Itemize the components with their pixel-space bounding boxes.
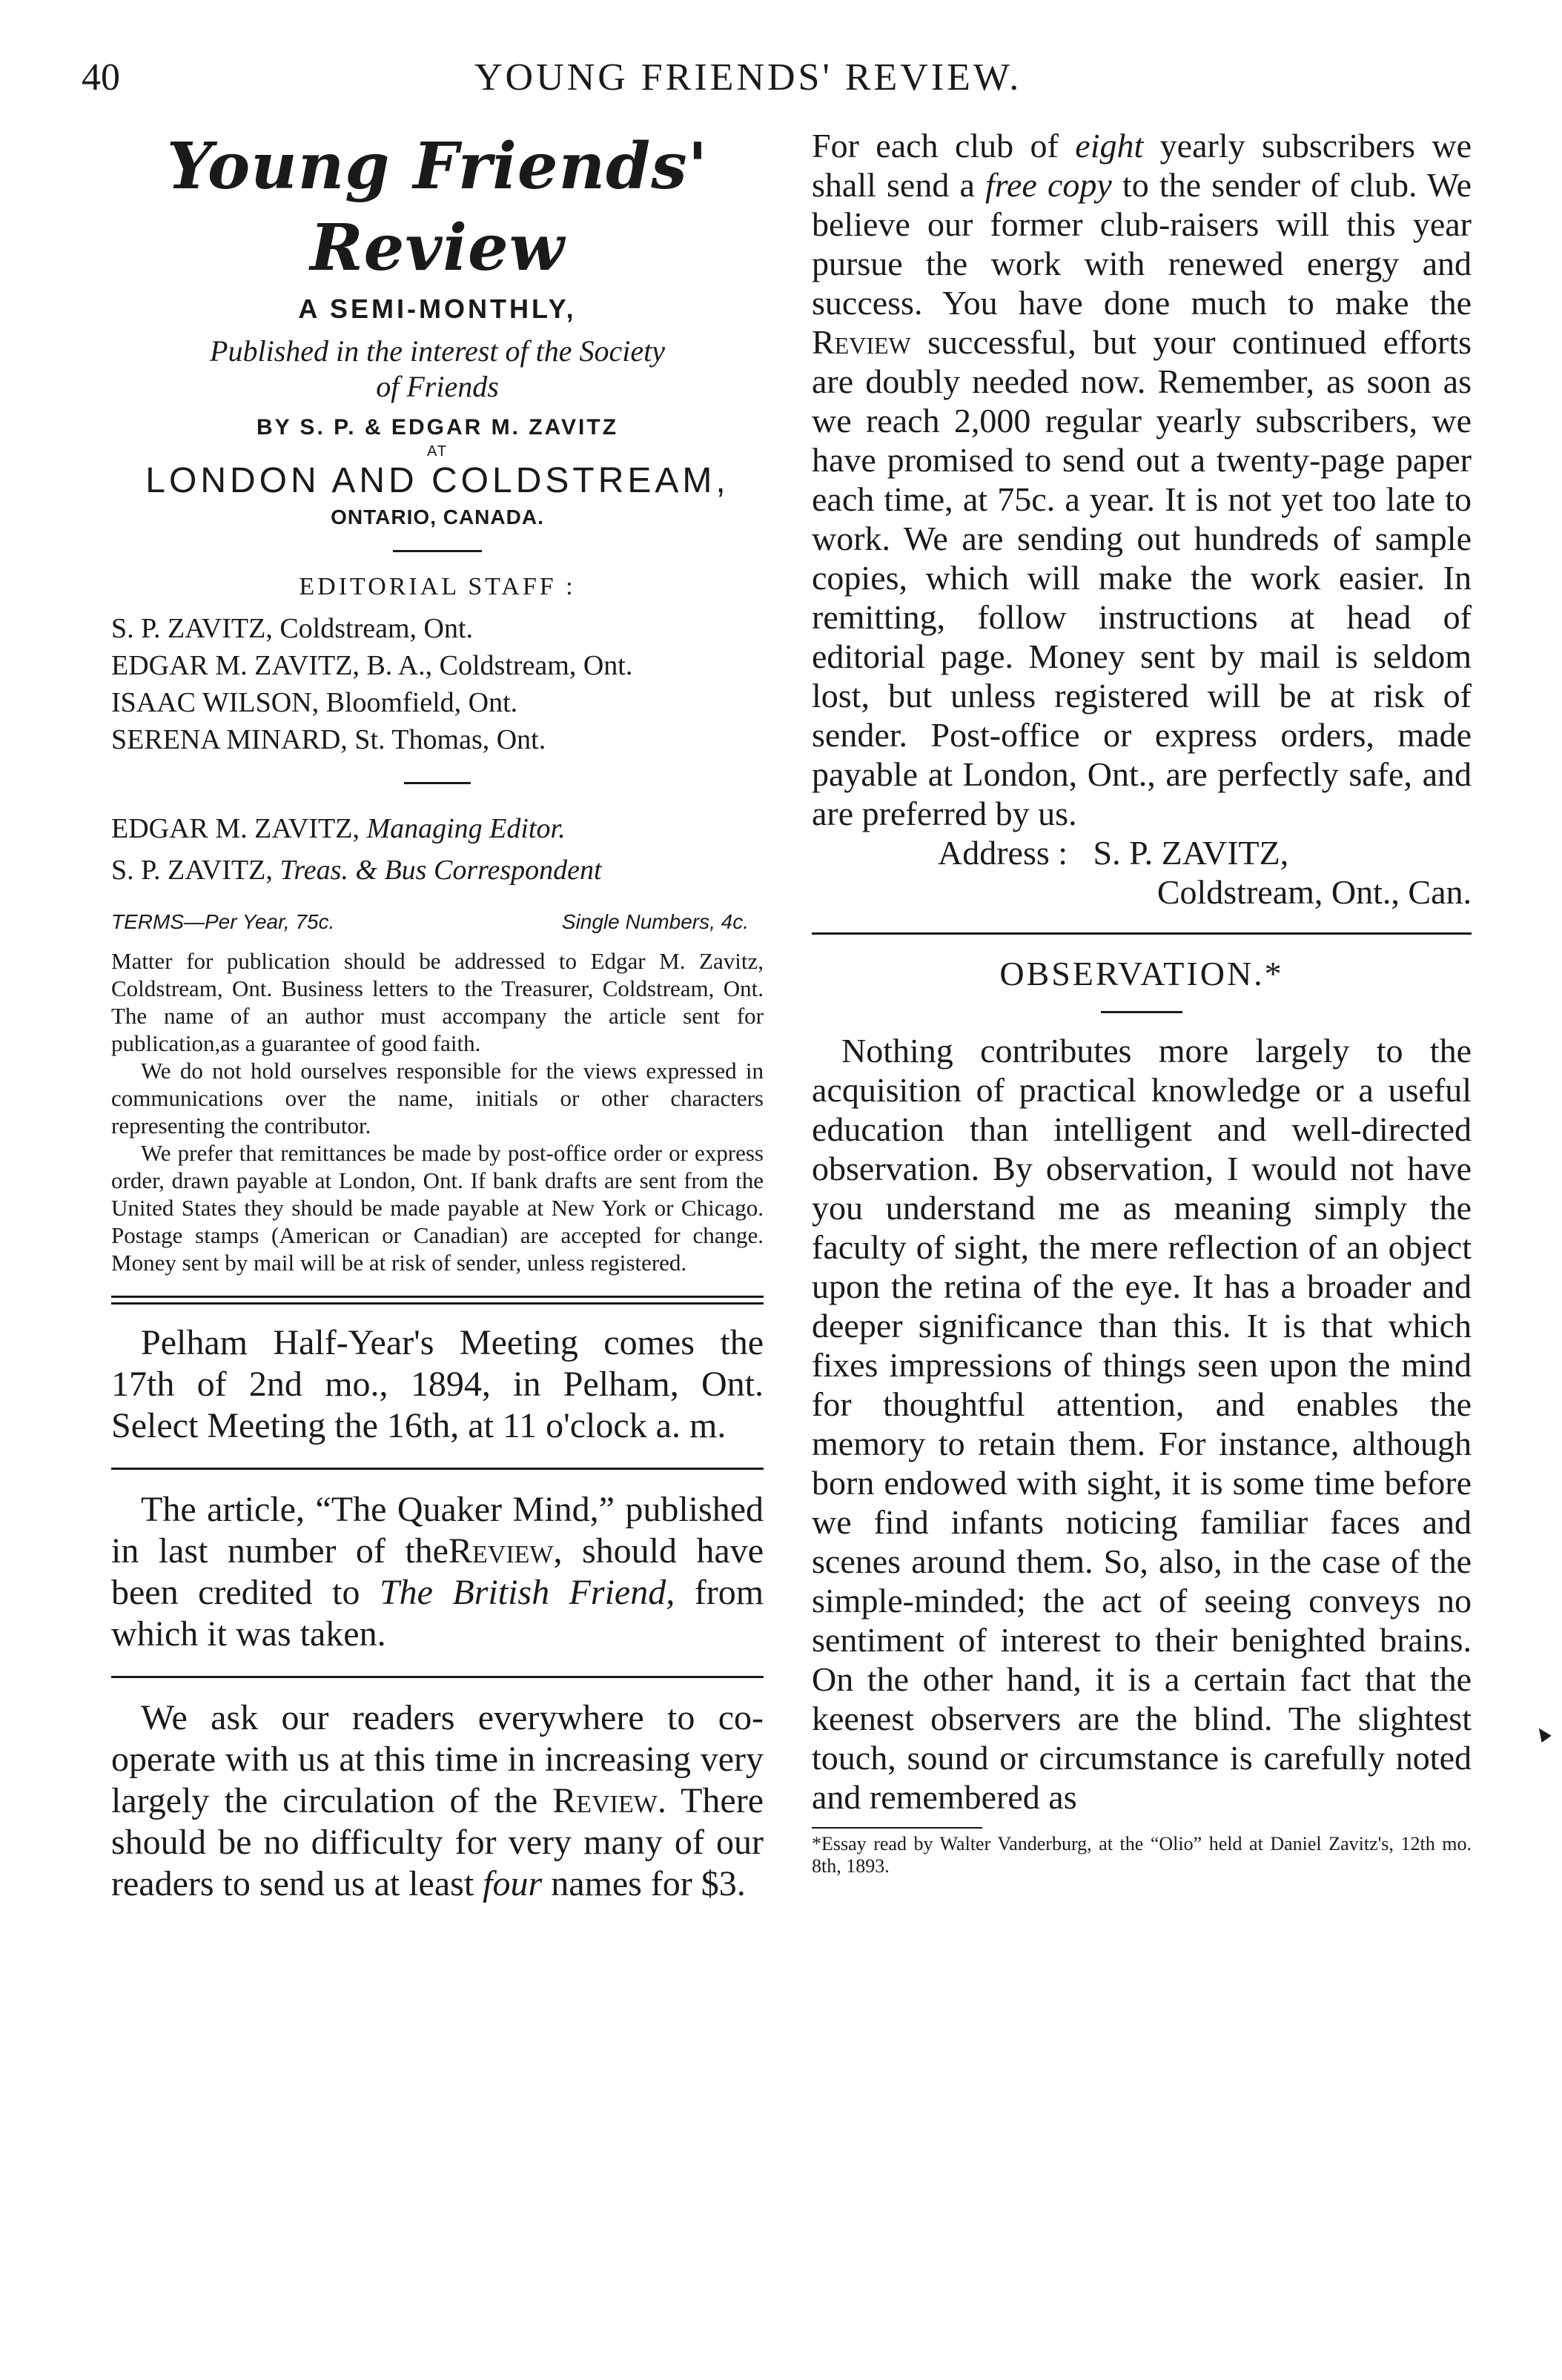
treasurer [111, 849, 764, 891]
article-title: OBSERVATION.* [999, 955, 1284, 992]
divider [393, 550, 482, 552]
pelham-notice [111, 1322, 764, 1447]
managing-name: EDGAR M. ZAVITZ, [111, 813, 360, 844]
club-text-d: successful, but your continued efforts are doubly needed now. Remember, as soon as we reach 2,000 regular yearly subscribers, we have promised to send out a twenty-page paper each time, at 75c. a year. It is not yet too late to work. We are sending out hundreds of sample copies, which will make the work easier. In remitting, follow instructions at head of editorial page. Money sent by mail is seldom lost, but unless registered will be at risk of sender. Post-office or express orders, made payable at London, Ont., are perfectly safe, and are preferred by us. [812, 323, 1472, 832]
club-free-copy: free copy [985, 166, 1112, 204]
club-text-a: For each club of [812, 127, 1059, 165]
divider [111, 1676, 764, 1678]
at-word: AT [426, 443, 449, 460]
club-text [812, 126, 1472, 833]
publishers: BY S. P. & EDGAR M. ZAVITZ [256, 415, 619, 440]
article-body [812, 1031, 1472, 1817]
published-line-1: Published in the interest of the Society [210, 334, 665, 368]
notice-paragraph: We prefer that remittances be made by post-office order or express order, drawn payable at London, Ont. If bank drafts are sent from the United States they should be made payable at New York or Chicago. Postage stamps (American or Canadian) are accepted for change. Money sent by mail will be at risk of sender, unless registered. [111, 1140, 764, 1276]
notice-paragraph: Matter for publication should be addressed to Edgar M. Zavitz, Coldstream, Ont. Business letters to the Treasurer, Coldstream, Ont. The name of an author must accompany the article sent for publication,as a guarantee of good faith. [111, 948, 764, 1056]
article-paragraph: Nothing contributes more largely to the acquisition of practical knowledge or a useful education than intelligent and well-directed observation. By observation, I would not have you understand me as meaning simply the faculty of sight, the mere reflection of an object upon the retina of the eye. It has a broader and deeper significance than this. It is that which fixes impressions of things seen upon the mind for thoughtful attention, and enables the memory to retain them. For instance, although born endowed with sight, it is some time before we find infants noticing familiar faces and scenes around them. So, also, in the case of the simple-minded; the act of seeing conveys no sentiment of interest to their benighted brains. On the other hand, it is a certain fact that the keenest observers are the blind. The slightest touch, sound or circumstance is carefully noted and remembered as [812, 1032, 1472, 1816]
quaker-review: Review, [448, 1531, 563, 1571]
footnote-rule [812, 1827, 982, 1829]
masthead-title: Young Friends' Review [166, 129, 709, 285]
ask-text [111, 1697, 764, 1905]
treasurer-role: Treas. & Bus Correspondent [279, 855, 602, 886]
address-block [812, 833, 1472, 872]
divider [812, 932, 1472, 935]
terms-year: TERMS—Per Year, 75c. [111, 910, 335, 933]
club-review: Review [812, 323, 911, 361]
address-place: Coldstream, Ont., Can. [1156, 873, 1472, 911]
notice-paragraph: We do not hold ourselves responsible for the views expressed in communications over the name, initials or other characters representing the contributor. [111, 1058, 764, 1138]
quaker-text-c: from which it was taken. [111, 1573, 764, 1654]
club-notice [812, 126, 1472, 833]
managing-role: Managing Editor. [366, 813, 566, 844]
masthead-subtitle: A SEMI-MONTHLY, [298, 294, 577, 324]
pelham-text: Pelham Half-Year's Meeting comes the 17th of 2nd mo., 1894, in Pelham, Ont. Select Meeting the 16th, at 11 o'clock a. m. [111, 1323, 764, 1445]
ask-text-b: There should be no difficulty for very many of our readers to send us at least [111, 1781, 764, 1903]
city-line: LONDON AND COLDSTREAM, [145, 461, 729, 500]
terms-single: Single Numbers, 4c. [561, 910, 749, 933]
published-line-2: of Friends [376, 370, 499, 403]
staff-member: S. P. ZAVITZ, Coldstream, Ont. [111, 613, 474, 644]
club-text-b: yearly subscribers we shall send a [812, 127, 1472, 204]
address-place-line [812, 872, 1472, 912]
page-number: 40 [82, 56, 120, 99]
staff-member: ISAAC WILSON, Bloomfield, Ont. [111, 687, 518, 718]
published-line [111, 334, 764, 405]
managing-editor [111, 808, 764, 849]
ask-text-c: names for $3. [551, 1864, 746, 1903]
quaker-source: The British Friend, [379, 1573, 675, 1612]
staff-heading: EDITORIAL STAFF : [299, 573, 576, 600]
ask-four: four [483, 1864, 543, 1903]
ask-notice [111, 1697, 764, 1905]
quaker-text-b: should have been credited to [111, 1531, 764, 1612]
staff-list [111, 610, 764, 758]
ask-review: Review. [552, 1781, 666, 1820]
running-head: YOUNG FRIENDS' REVIEW. [474, 56, 1022, 99]
divider [111, 1468, 764, 1470]
double-rule [111, 1296, 764, 1305]
treasurer-name: S. P. ZAVITZ, [111, 855, 273, 886]
staff-member: SERENA MINARD, St. Thomas, Ont. [111, 724, 546, 755]
right-column [812, 126, 1472, 1877]
address-label: Address : [938, 834, 1068, 872]
left-column [111, 126, 764, 1905]
mouse-pointer-icon [1534, 1725, 1551, 1743]
footnote: *Essay read by Walter Vanderburg, at the “Olio” held at Daniel Zavitz's, 12th mo. 8th, 1893. [812, 1833, 1472, 1877]
quaker-text-a: The article, “The Quaker Mind,” published in last number of the [111, 1490, 764, 1571]
page-header [82, 56, 1490, 107]
terms-line [111, 910, 764, 934]
staff-member: EDGAR M. ZAVITZ, B. A., Coldstream, Ont. [111, 650, 633, 681]
quaker-text [111, 1489, 764, 1655]
quaker-notice [111, 1489, 764, 1655]
divider [404, 782, 471, 784]
club-text-c: to the sender of club. We believe our former club-raisers will this year pursue the work with renewed energy and success. You have done much to make the [812, 166, 1472, 322]
notices [111, 947, 764, 1276]
province-line: ONTARIO, CANADA. [331, 505, 544, 528]
divider [1101, 1011, 1182, 1013]
ask-text-a: We ask our readers everywhere to co-operate with us at this time in increasing very largely the circulation of the [111, 1698, 764, 1820]
address-name: S. P. ZAVITZ, [1093, 834, 1289, 872]
club-eight: eight [1075, 127, 1144, 165]
